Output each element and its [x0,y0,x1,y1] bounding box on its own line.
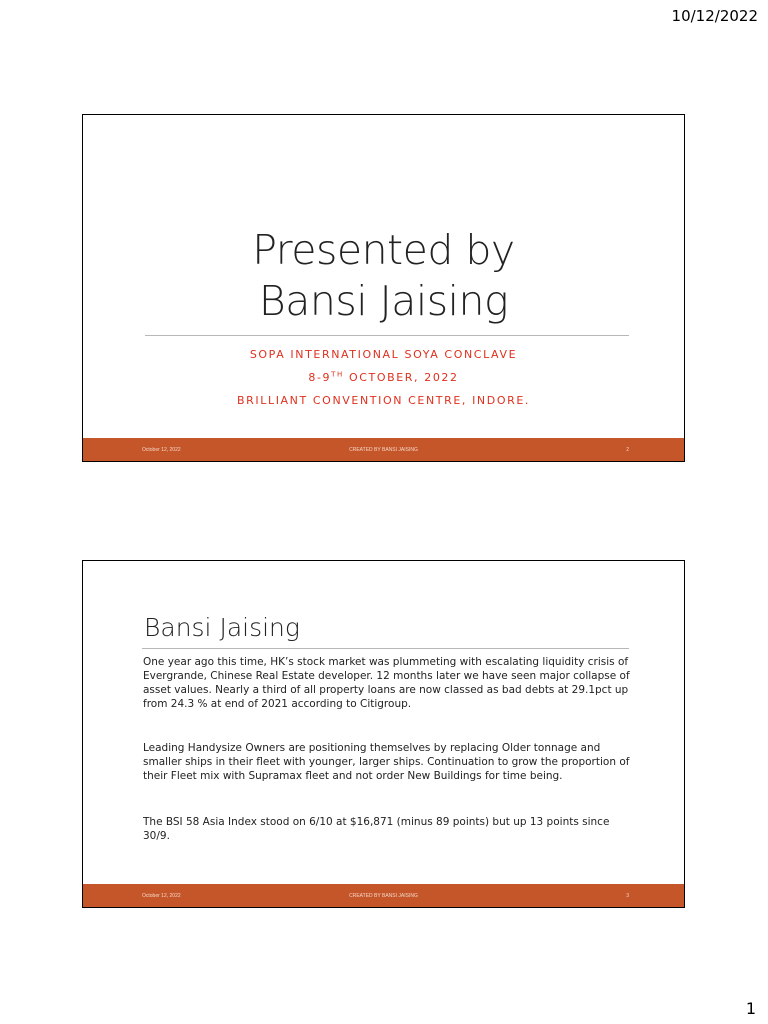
body-paragraph-1: One year ago this time, HK’s stock market was plummeting with escalating liquidity crisis of Evergrande, Chinese Real Estate developer. 12 months later we have seen major collapse of asset values. Nearly a third of all property loans are now classed as bad debts at 29.1pct up from 24.3 % at end of 2021 according to Citigroup. [143,656,630,710]
slide-heading: Bansi Jaising [144,613,300,642]
footer-credit: CREATED BY BANSI JAISING [349,447,418,453]
slide-title [82,114,685,462]
footer-date: October 12, 2022 [142,447,181,453]
footer-slide-number: 2 [626,447,629,453]
slide-body [143,655,632,873]
slide-footer [83,438,684,461]
slide-title-text [83,225,684,327]
footer-date: October 12, 2022 [142,893,181,899]
subtitle-date-sup: TH [331,370,344,379]
slide-footer [83,884,684,907]
footer-credit: CREATED BY BANSI JAISING [349,893,418,899]
slide-subtitle [83,343,684,412]
page-date: 10/12/2022 [671,7,758,25]
title-divider [145,335,629,336]
page-number: 1 [745,999,756,1018]
body-paragraph-2: Leading Handysize Owners are positioning themselves by replacing Older tonnage and smaller ships in their fleet with younger, larger ships. Continuation to grow the proportion of their Fleet mix with Supramax fleet and not order New Buildings for time being. [143,742,630,782]
subtitle-line-3: BRILLIANT CONVENTION CENTRE, INDORE. [237,394,530,407]
body-paragraph-3: The BSI 58 Asia Index stood on 6/10 at $16,871 (minus 89 points) but up 13 points since 30/9. [143,816,610,842]
subtitle-line-1: SOPA INTERNATIONAL SOYA CONCLAVE [249,348,518,361]
title-line-2: Bansi Jaising [258,277,509,325]
slide-content [82,560,685,908]
footer-slide-number: 3 [626,893,629,899]
title-line-1: Presented by [252,226,515,274]
subtitle-line-2 [83,366,684,389]
heading-divider [142,648,629,649]
subtitle-date-suffix: OCTOBER, 2022 [343,371,459,384]
subtitle-date-prefix: 8-9 [308,371,332,384]
